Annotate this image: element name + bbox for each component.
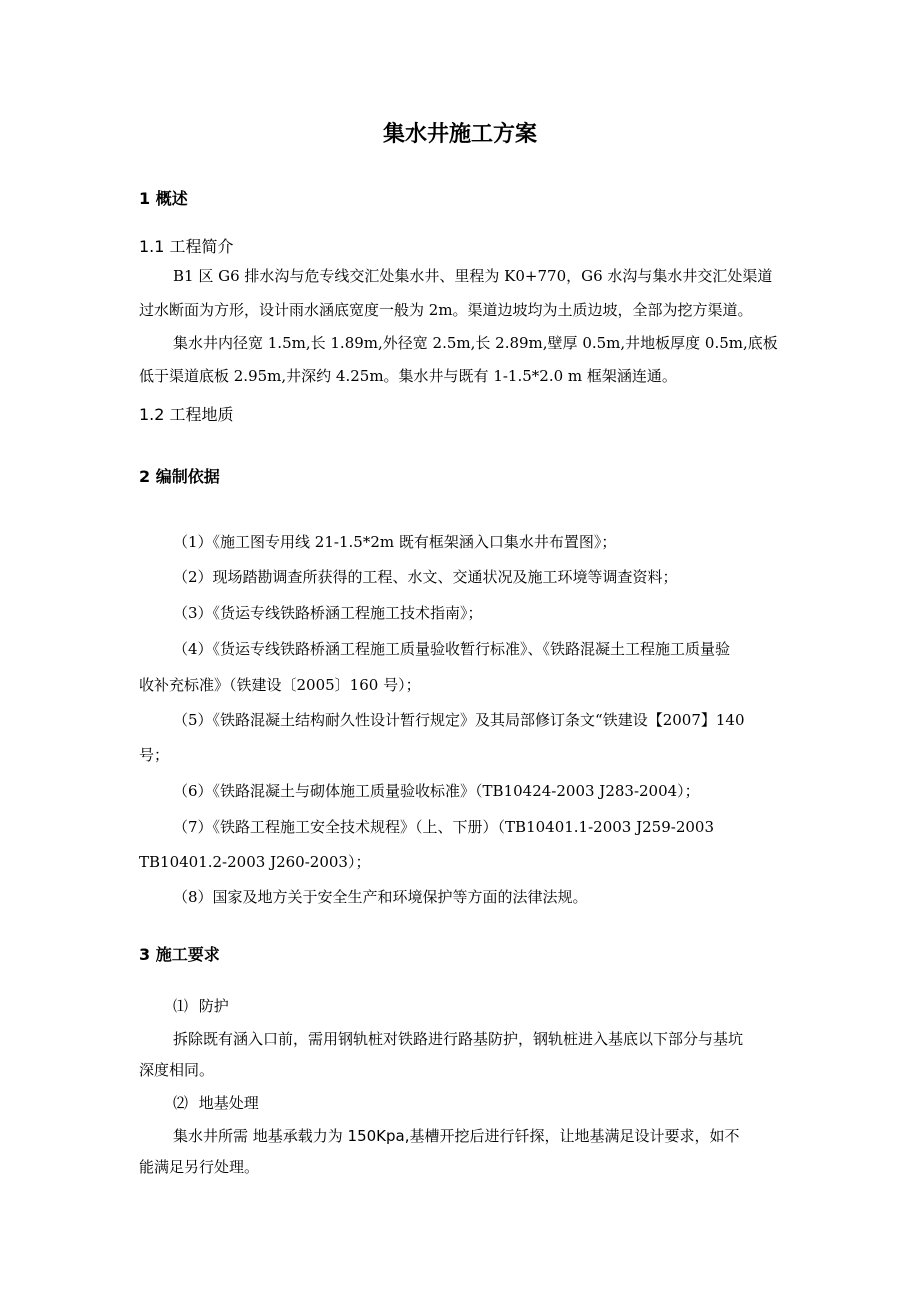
text-segment: 基槽开挖后进行钎探，让地基满足设计要求，如不	[409, 1127, 740, 1145]
document-title: 集水井施工方案	[382, 122, 537, 147]
section-1-1-heading: 1.1 工程简介	[139, 237, 234, 256]
reference-item: （5）《铁路混凝土结构耐久性设计暂行规定》及其局部修订条文“铁建设【2007】140	[173, 711, 745, 729]
section-2-heading: 2 编制依据	[139, 467, 220, 486]
paragraph-line: 拆除既有涵入口前，需用钢轨桩对铁路进行路基防护，钢轨桩进入基底以下部分与基坑	[173, 1030, 744, 1048]
item-marker: ⑵	[173, 1094, 189, 1112]
text-segment: 集水井所需 地基承载力为	[173, 1127, 348, 1145]
paragraph-line: 集水井内径宽 1.5m,长 1.89m,外径宽 2.5m,长 2.89m,壁厚 0.5m,井地板厚度 0.5m,底板	[173, 334, 778, 352]
reference-item: （3）《货运专线铁路桥涵工程施工技术指南》；	[173, 604, 483, 622]
item-label: 地基处理	[198, 1094, 259, 1112]
reference-item: （1）《施工图专用线 21-1.5*2m 既有框架涵入口集水井布置图》；	[173, 533, 617, 551]
requirement-item-foundation	[173, 1093, 259, 1113]
reference-item: （8）国家及地方关于安全生产和环境保护等方面的法律法规。	[173, 888, 588, 906]
item-label: 防护	[198, 997, 229, 1015]
paragraph-line: 深度相同。	[139, 1061, 215, 1079]
reference-item-continuation: 号；	[139, 746, 170, 764]
reference-item: （2）现场踏勘调查所获得的工程、水文、交通状况及施工环境等调查资料；	[173, 568, 678, 586]
requirement-item-protection	[173, 996, 229, 1016]
paragraph-line	[173, 1126, 740, 1146]
section-3-heading: 3 施工要求	[139, 945, 220, 964]
reference-item-continuation: 收补充标准》（铁建设〔2005〕160 号）；	[139, 676, 421, 694]
paragraph-line: B1 区 G6 排水沟与危专线交汇处集水井、里程为 K0+770，G6 水沟与集水井交汇处渠道	[173, 267, 773, 285]
section-1-heading: 1 概述	[139, 189, 188, 208]
section-1-2-heading: 1.2 工程地质	[139, 405, 234, 424]
reference-item: （4）《货运专线铁路桥涵工程施工质量验收暂行标准》、《铁路混凝土工程施工质量验	[173, 640, 731, 658]
reference-item: （6）《铁路混凝土与砌体施工质量验收标准》（TB10424-2003 J283-2004）；	[173, 782, 700, 800]
reference-item: （7）《铁路工程施工安全技术规程》（上、下册）（TB10401.1-2003 J259-2003	[173, 818, 714, 836]
paragraph-line: 过水断面为方形，设计雨水涵底宽度一般为 2m。渠道边坡均为土质边坡，全部为挖方渠道。	[139, 301, 753, 319]
paragraph-line: 低于渠道底板 2.95m,井深约 4.25m。集水井与既有 1-1.5*2.0 m 框架涵连通。	[139, 367, 677, 385]
bearing-capacity-value: 150Kpa,	[347, 1127, 410, 1145]
item-marker: ⑴	[173, 997, 189, 1015]
reference-item-continuation: TB10401.2-2003 J260-2003）；	[139, 853, 371, 871]
paragraph-line: 能满足另行处理。	[139, 1158, 260, 1176]
